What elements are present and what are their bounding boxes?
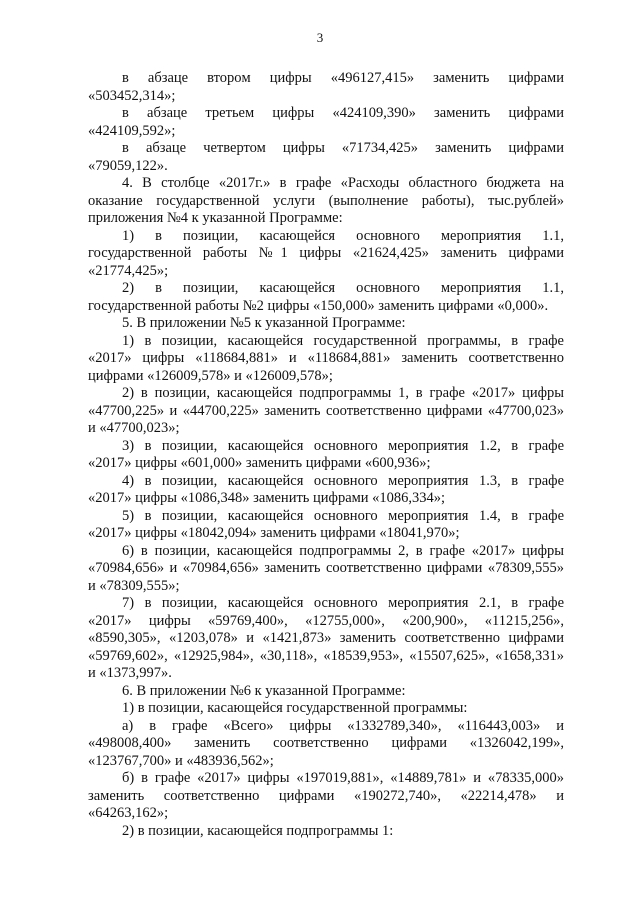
paragraph: [88, 770, 564, 823]
text-line: «498008,400» заменить соответственно цифрами «1326042,199»,: [88, 735, 564, 751]
text-line: «123767,700» и «483936,562»;: [88, 752, 274, 769]
text-line: 3) в позиции, касающейся основного мероприятия 1.2, в графе: [122, 437, 564, 454]
text-line: «59769,602», «12925,984», «30,118», «18539,953», «15507,625», «1658,331»: [88, 647, 564, 664]
text-line: 2) в позиции, касающейся подпрограммы 1, в графе «2017» цифры: [122, 385, 564, 401]
paragraph: [88, 823, 564, 841]
text-line: 2) в позиции, касающейся подпрограммы 1:: [122, 822, 394, 839]
paragraph: [88, 315, 564, 333]
paragraph: [88, 438, 564, 473]
text-line: 6) в позиции, касающейся подпрограммы 2, в графе «2017» цифры: [122, 542, 564, 559]
text-line: цифрами «126009,578» и «126009,578»;: [88, 367, 333, 384]
paragraph: [88, 280, 564, 315]
text-line: «79059,122».: [88, 157, 168, 174]
text-line: «70984,656» и «70984,656» заменить соответственно цифрами «78309,555»: [88, 560, 564, 576]
document-body: [88, 70, 564, 840]
paragraph: [88, 683, 564, 701]
text-line: б) в графе «2017» цифры «197019,881», «14889,781» и «78335,000»: [122, 770, 564, 786]
text-line: 4) в позиции, касающейся основного мероприятия 1.3, в графе: [122, 472, 564, 489]
paragraph: [88, 508, 564, 543]
text-line: 7) в позиции, касающейся основного мероприятия 2.1, в графе: [122, 595, 564, 611]
text-line: а) в графе «Всего» цифры «1332789,340», «116443,003» и: [122, 717, 564, 734]
text-line: и «78309,555»;: [88, 577, 180, 594]
text-line: в абзаце третьем цифры «424109,390» заменить цифрами: [122, 105, 564, 121]
text-line: «8590,305», «1203,078» и «1421,873» заменить соответственно цифрами: [88, 630, 564, 646]
paragraph: [88, 140, 564, 175]
text-line: «503452,314»;: [88, 87, 176, 104]
text-line: заменить соответственно цифрами «190272,740», «22214,478» и: [88, 787, 564, 804]
paragraph: [88, 175, 564, 228]
text-line: «2017» цифры «18042,094» заменить цифрами «18041,970»;: [88, 525, 460, 541]
text-line: 1) в позиции, касающейся государственной программы:: [122, 700, 468, 716]
paragraph: [88, 700, 564, 718]
text-line: 6. В приложении №6 к указанной Программе:: [122, 682, 406, 699]
text-line: «424109,592»;: [88, 122, 176, 139]
text-line: 2) в позиции, касающейся основного мероприятия 1.1,: [122, 280, 564, 296]
paragraph: [88, 333, 564, 386]
text-line: «2017» цифры «1086,348» заменить цифрами «1086,334»;: [88, 490, 446, 506]
text-line: 1) в позиции, касающейся государственной программы, в графе: [122, 332, 564, 349]
paragraph: [88, 228, 564, 281]
paragraph: [88, 718, 564, 771]
text-line: «2017» цифры «601,000» заменить цифрами «600,936»;: [88, 455, 431, 471]
text-line: 4. В столбце «2017г.» в графе «Расходы областного бюджета на: [122, 175, 564, 191]
text-line: государственной работы №2 цифры «150,000» заменить цифрами «0,000».: [88, 297, 549, 314]
text-line: в абзаце вторoм цифры «496127,415» заменить цифрами: [122, 70, 564, 86]
text-line: 5) в позиции, касающейся основного мероприятия 1.4, в графе: [122, 507, 564, 524]
paragraph: [88, 70, 564, 105]
paragraph: [88, 105, 564, 140]
paragraph: [88, 595, 564, 683]
text-line: «2017» цифры «118684,881» и «118684,881» заменить соответственно: [88, 350, 564, 366]
text-line: 1) в позиции, касающейся основного мероприятия 1.1,: [122, 227, 564, 244]
text-line: 5. В приложении №5 к указанной Программе:: [122, 315, 406, 331]
text-line: «2017» цифры «59769,400», «12755,000», «200,900», «11215,256»,: [88, 612, 564, 629]
text-line: приложения №4 к указанной Программе:: [88, 210, 343, 226]
text-line: государственной работы №1 цифры «21624,425» заменить цифрами: [88, 245, 564, 261]
page-number: 3: [316, 30, 324, 45]
text-line: «21774,425»;: [88, 262, 169, 279]
text-line: оказание государственной услуги (выполнение работы), тыс.рублей»: [88, 192, 564, 209]
text-line: «47700,225» и «44700,225» заменить соответственно цифрами «47700,023»: [88, 402, 564, 419]
text-line: в абзаце четвертом цифры «71734,425» заменить цифрами: [122, 140, 564, 156]
paragraph: [88, 543, 564, 596]
text-line: и «47700,023»;: [88, 420, 180, 436]
text-line: и «1373,997».: [88, 665, 172, 681]
paragraph: [88, 473, 564, 508]
text-line: «64263,162»;: [88, 805, 169, 821]
paragraph: [88, 385, 564, 438]
